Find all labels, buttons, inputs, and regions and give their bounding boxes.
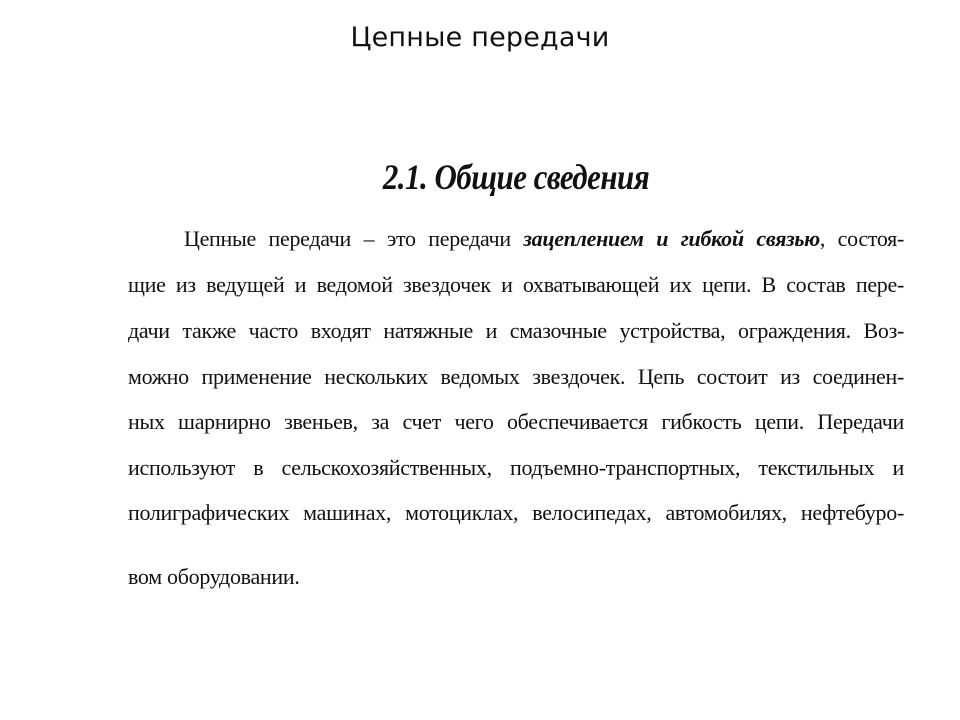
slide-title: Цепные передачи xyxy=(350,22,610,53)
paragraph-line-8: вом оборудовании. xyxy=(128,564,300,589)
paragraph-line-2: щие из ведущей и ведомой звездочек и охватывающей их цепи. В состав пере- xyxy=(128,272,904,297)
line-1-emphasis: зацеплением и гибкой связью xyxy=(523,226,820,251)
paragraph-line-6: используют в сельскохозяйственных, подъемно-транспортных, текстильных и xyxy=(128,455,904,480)
line-1-text-start: Цепные передачи – это передачи xyxy=(184,226,524,251)
paragraph-line-4: можно применение нескольких ведомых звездочек. Цепь состоит из соединен- xyxy=(128,364,904,389)
paragraph-line-1 xyxy=(184,224,904,254)
paragraph-line-5: ных шарнирно звеньев, за счет чего обеспечивается гибкость цепи. Передачи xyxy=(128,409,904,434)
paragraph-line-7: полиграфических машинах, мотоциклах, велосипедах, автомобилях, нефтебуро- xyxy=(128,500,904,525)
scanned-page xyxy=(128,150,904,600)
line-1-text-end: , состоя- xyxy=(819,226,904,251)
paragraph-line-3: дачи также часто входят натяжные и смазочные устройства, ограждения. Воз- xyxy=(128,318,904,343)
section-heading: 2.1. Общие сведения xyxy=(382,157,650,197)
